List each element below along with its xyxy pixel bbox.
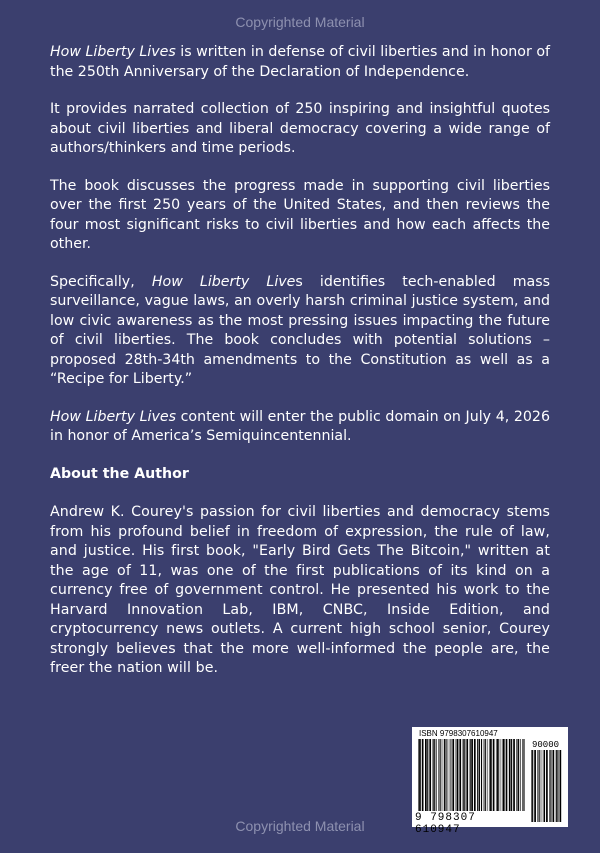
about-author-heading: About the Author xyxy=(50,465,189,482)
barcode-bar xyxy=(440,739,441,811)
barcode-bar xyxy=(452,739,454,811)
paragraph-risks-text: s identifies tech-enabled mass surveillance, vague laws, an overly harsh criminal justice system, and low civic awareness as the most pressing issues impacting the future of civil liberties. The book concludes with potential solutions – proposed 28th-34th amendments to the Constitution as well as a “Recipe for Liberty.” xyxy=(50,273,551,387)
barcode-bar xyxy=(487,739,488,811)
isbn-label: ISBN 9798307610947 xyxy=(419,729,498,738)
barcode-bar xyxy=(463,739,464,811)
barcode-bar xyxy=(427,739,428,811)
barcode-bar xyxy=(502,739,503,811)
barcode-bar xyxy=(539,750,540,822)
paragraph-risks xyxy=(50,273,550,390)
barcode-bar xyxy=(511,739,512,811)
barcode-bar xyxy=(543,750,544,822)
barcode-bar xyxy=(422,739,424,811)
barcode-bar xyxy=(434,739,435,811)
barcode-bar xyxy=(484,739,485,811)
book-title: How Liberty Live xyxy=(151,273,296,290)
paragraph-progress: The book discusses the progress made in supporting civil liberties over the first 250 years of the United States, and then reviews the four most significant risks to civil liberties and how each affects the other. xyxy=(50,177,550,252)
barcode-bar xyxy=(493,739,495,811)
barcode-bar xyxy=(497,739,499,811)
barcode-bar xyxy=(451,739,452,811)
ean-digits: 9 798307 610947 xyxy=(415,812,476,836)
barcode-bar xyxy=(448,739,449,811)
barcode-bar xyxy=(464,739,465,811)
barcode-bar xyxy=(503,739,505,811)
barcode-bar xyxy=(550,750,551,822)
watermark-top: Copyrighted Material xyxy=(235,14,365,30)
barcode-addon-bars xyxy=(531,750,563,822)
watermark-bottom: Copyrighted Material xyxy=(235,818,365,834)
barcode-bar xyxy=(541,750,542,822)
barcode-bar xyxy=(438,739,439,811)
barcode-bar xyxy=(457,739,459,811)
paragraph-intro-text: is written in defense of civil liberties and in honor of the 250th Anniversary of the Declaration of Independence. xyxy=(50,44,550,80)
barcode-bar xyxy=(534,750,536,822)
barcode-bar xyxy=(444,739,445,811)
paragraph-public-domain-text: content will enter the public domain on July 4, 2026 in honor of America’s Semiquincentennial. xyxy=(50,408,550,444)
price-code: 90000 xyxy=(532,740,560,750)
back-cover-text xyxy=(50,43,550,697)
barcode-bar xyxy=(445,739,446,811)
paragraph-intro xyxy=(50,43,550,82)
author-bio: Andrew K. Courey's passion for civil liberties and democracy stems from his profound belief in freedom of expression, the rule of law, and justice. His first book, "Early Bird Gets The Bitcoin," written at the age of 11, was one of the first publications of its kind on a currency free of government control. He presented his work to the Harvard Innovation Lab, IBM, CNBC, Inside Edition, and cryptocurrency news outlets. A current high school senior, Courey strongly believes that the more well-informed the people are, the freer the nation will be. xyxy=(50,504,550,676)
barcode-bar xyxy=(477,739,478,811)
isbn-barcode xyxy=(412,727,568,836)
barcode-bar xyxy=(418,739,419,811)
barcode-bar xyxy=(425,739,427,811)
barcode-bar xyxy=(506,739,508,811)
barcode-bar xyxy=(471,739,473,811)
barcode-bar xyxy=(560,750,562,822)
barcode-bar xyxy=(531,750,532,822)
barcode-bar xyxy=(419,739,421,811)
barcode-bar xyxy=(546,750,548,822)
barcode-bar xyxy=(513,739,515,811)
barcode-bar xyxy=(442,739,443,811)
barcode-bar xyxy=(557,750,558,822)
barcode-bar xyxy=(450,739,451,811)
barcode-bar xyxy=(481,739,482,811)
barcode-bar xyxy=(509,739,511,811)
barcode-bars xyxy=(418,739,526,811)
barcode-bar xyxy=(466,739,468,811)
barcode-bar xyxy=(549,750,550,822)
barcode-bar xyxy=(479,739,480,811)
barcode-bar xyxy=(516,739,517,811)
barcode-bar xyxy=(522,739,523,811)
barcode-bar xyxy=(556,750,557,822)
barcode-bar xyxy=(544,750,545,822)
book-title: How Liberty Lives xyxy=(50,44,176,60)
barcode-bar xyxy=(518,739,519,811)
barcode-bar xyxy=(485,739,486,811)
barcode-bar xyxy=(496,739,497,811)
barcode-bar xyxy=(523,739,524,811)
barcode-bar xyxy=(553,750,555,822)
paragraph-quotes: It provides narrated collection of 250 inspiring and insightful quotes about civil liberties and liberal democracy covering a wide range of authors/thinkers and time periods. xyxy=(50,101,550,156)
barcode-bar xyxy=(490,739,492,811)
barcode-bar xyxy=(456,739,457,811)
barcode-bar xyxy=(474,739,476,811)
paragraph-public-domain xyxy=(50,408,550,447)
barcode-bar xyxy=(489,739,490,811)
barcode-bar xyxy=(436,739,437,811)
barcode-bar xyxy=(500,739,501,811)
barcode-bar xyxy=(429,739,431,811)
book-title: How Liberty Lives xyxy=(50,408,176,425)
barcode-bar xyxy=(459,739,461,811)
barcode-bar xyxy=(532,750,533,822)
paragraph-risks-lead: Specifically, xyxy=(50,273,152,290)
barcode-bar xyxy=(537,750,538,822)
barcode-bar xyxy=(520,739,521,811)
barcode-bar xyxy=(433,739,434,811)
barcode-bar xyxy=(470,739,471,811)
